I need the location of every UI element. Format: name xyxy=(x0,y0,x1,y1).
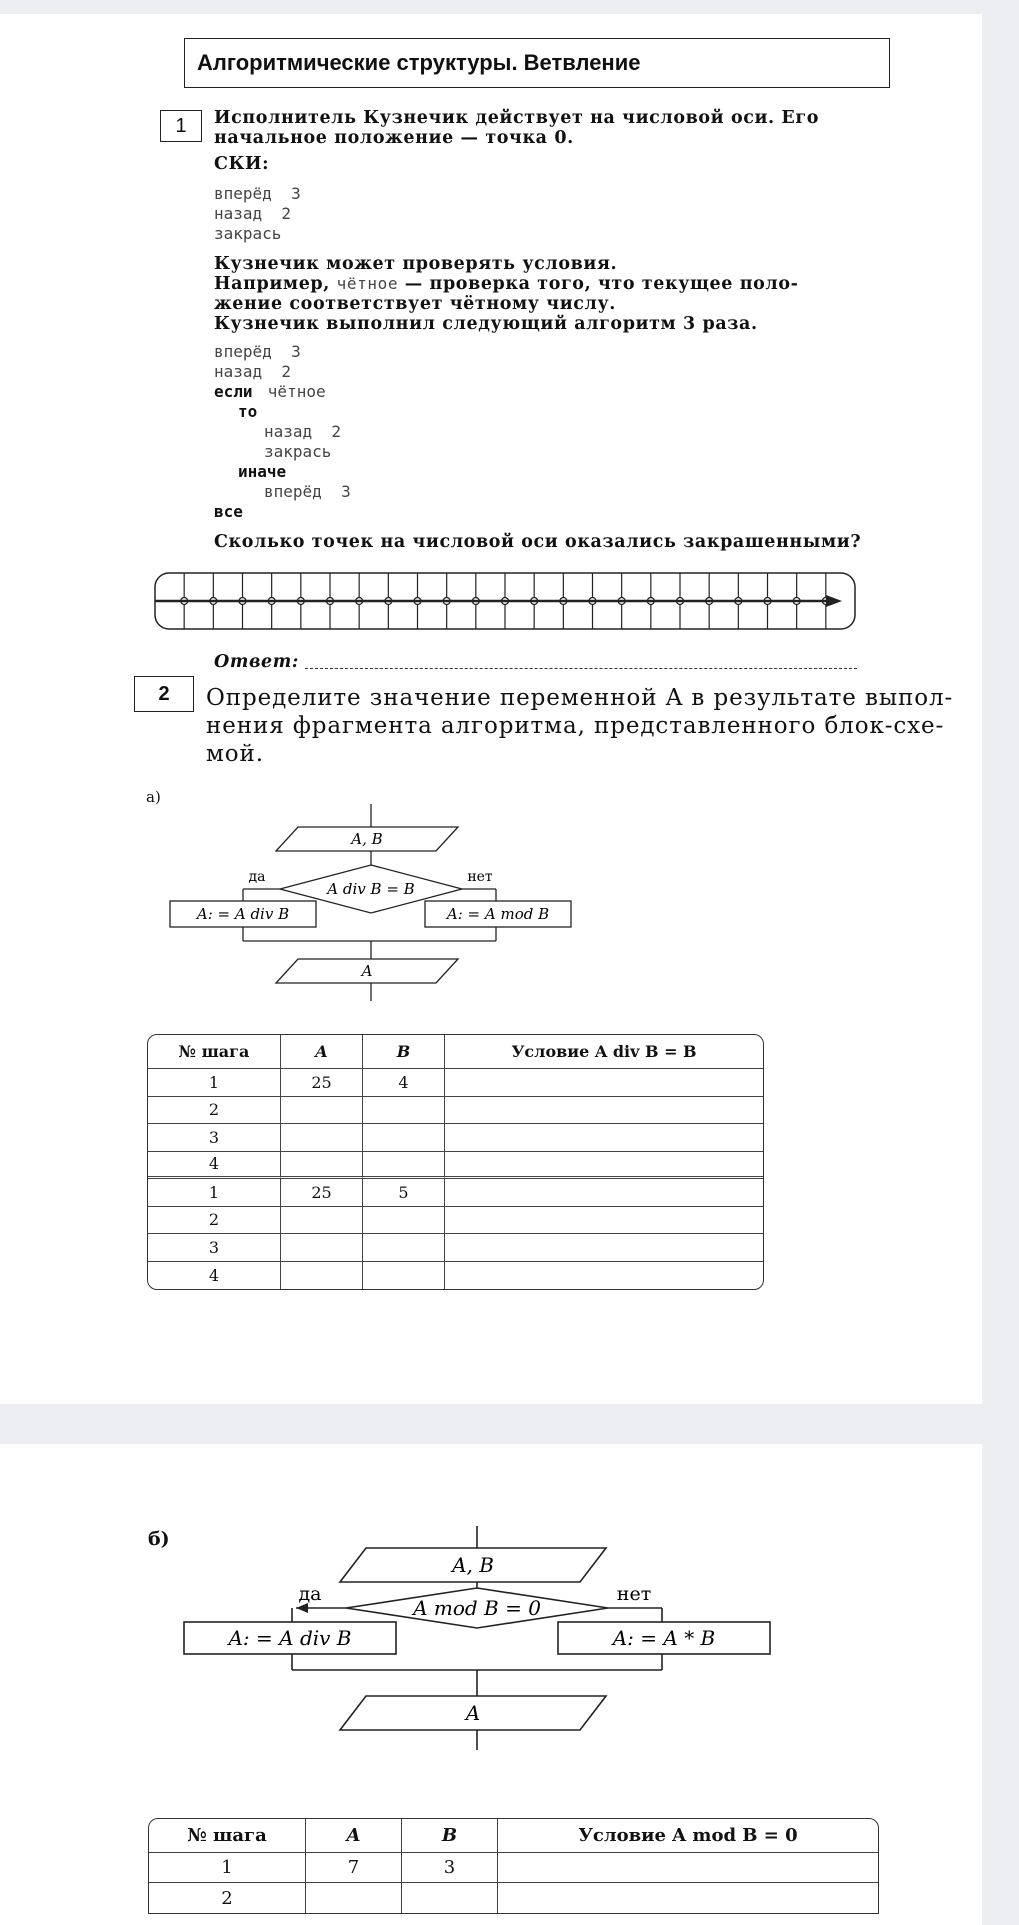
table-b-header-step: № шага xyxy=(149,1819,306,1853)
table-a-cell[interactable] xyxy=(363,1207,445,1235)
trace-table-a xyxy=(147,1034,764,1290)
fa-condition-text: A div B = B xyxy=(327,880,415,898)
table-a-row xyxy=(148,1207,763,1235)
algo-line-if: если чётное xyxy=(214,382,326,401)
algo-line-end: все xyxy=(214,502,243,521)
table-b-row xyxy=(149,1853,878,1883)
table-b-header-row xyxy=(149,1819,878,1853)
worksheet-title: Алгоритмические структуры. Ветвление xyxy=(184,38,890,88)
ski-command-paint: закрась xyxy=(214,224,282,243)
table-a-cell: 4 xyxy=(148,1152,281,1180)
number-line xyxy=(150,566,860,644)
table-a-cell[interactable] xyxy=(445,1152,763,1180)
table-b-cell[interactable] xyxy=(402,1883,498,1913)
algo-line-back: назад 2 xyxy=(214,362,292,381)
table-b-cell: 1 xyxy=(149,1853,306,1883)
table-a-cell: 1 xyxy=(148,1179,281,1207)
fb-yes-action-text: A: = A div B xyxy=(228,1626,352,1650)
table-a-cell[interactable] xyxy=(363,1097,445,1125)
fb-no-action-text: A: = A * B xyxy=(612,1626,716,1650)
table-a-cell[interactable] xyxy=(445,1069,763,1097)
task-2-number: 2 xyxy=(134,676,194,712)
task-1-number: 1 xyxy=(160,110,202,142)
algo-line-then-paint: закрась xyxy=(264,442,332,461)
trace-table-b xyxy=(148,1818,879,1914)
table-b-cell: 2 xyxy=(149,1883,306,1913)
table-a-cell: 4 xyxy=(148,1262,281,1290)
table-a-cell[interactable] xyxy=(363,1152,445,1180)
table-a-cell[interactable] xyxy=(445,1262,763,1290)
table-a-row xyxy=(148,1097,763,1125)
fb-no-label: нет xyxy=(616,1583,652,1605)
table-a-cell[interactable] xyxy=(363,1234,445,1262)
table-a-row xyxy=(148,1069,763,1097)
table-a-header-a: A xyxy=(281,1035,363,1069)
fb-condition-text: A mod B = 0 xyxy=(413,1596,541,1620)
table-a-row xyxy=(148,1124,763,1152)
fa-input-text: A, B xyxy=(351,830,383,848)
fa-yes-action-text: A: = A div B xyxy=(196,905,290,923)
fa-output-text: A xyxy=(361,962,373,980)
table-a-cell[interactable] xyxy=(281,1207,363,1235)
flowchart-b xyxy=(176,1526,796,1756)
table-a-cell[interactable] xyxy=(281,1262,363,1290)
table-a-cell: 5 xyxy=(363,1179,445,1207)
table-a-cell: 4 xyxy=(363,1069,445,1097)
table-a-header-row xyxy=(148,1035,763,1069)
table-a-cell[interactable] xyxy=(281,1234,363,1262)
table-a-cell[interactable] xyxy=(445,1097,763,1125)
ski-command-forward: вперёд 3 xyxy=(214,184,301,203)
part-a-label: а) xyxy=(146,788,161,806)
task-1-intro-line1: Исполнитель Кузнечик действует на числовой оси. Его xyxy=(214,108,819,128)
table-a-row xyxy=(148,1152,763,1180)
algo-line-forward: вперёд 3 xyxy=(214,342,301,361)
answer-line[interactable] xyxy=(305,668,857,669)
task-2-line2: нения фрагмента алгоритма, представленного блок-схе- xyxy=(206,713,945,739)
table-b-header-a: A xyxy=(306,1819,402,1853)
table-a-cell[interactable] xyxy=(445,1207,763,1235)
ski-command-back: назад 2 xyxy=(214,204,292,223)
task-1-condition-line3: жение соответствует чётному числу. xyxy=(214,294,616,314)
task-1-condition-line2: Например, чётное — проверка того, что текущее поло- xyxy=(214,274,799,294)
task-2-line1: Определите значение переменной A в результате выпол- xyxy=(206,685,954,711)
fa-no-label: нет xyxy=(467,869,493,885)
table-a-cell: 25 xyxy=(281,1179,363,1207)
table-b-row xyxy=(149,1883,878,1913)
number-line-arrow xyxy=(826,595,842,607)
task-1-condition-line4: Кузнечик выполнил следующий алгоритм 3 раза. xyxy=(214,314,758,334)
table-a-cell[interactable] xyxy=(445,1234,763,1262)
table-a-cell[interactable] xyxy=(281,1152,363,1180)
table-a-cell: 3 xyxy=(148,1124,281,1152)
task-1-intro-line2: начальное положение — точка 0. xyxy=(214,128,574,148)
algo-line-else-forward: вперёд 3 xyxy=(264,482,351,501)
fa-yes-label: да xyxy=(248,869,266,885)
task-1-question: Сколько точек на числовой оси оказались закрашенными? xyxy=(214,532,862,552)
task-1-condition-line1: Кузнечик может проверять условия. xyxy=(214,254,618,274)
table-b-cell[interactable] xyxy=(306,1883,402,1913)
fb-output-text: A xyxy=(465,1701,481,1725)
fb-input-text: A, B xyxy=(452,1553,494,1577)
table-a-row xyxy=(148,1234,763,1262)
table-b-header-condition: Условие A mod B = 0 xyxy=(498,1819,878,1853)
task-2-line3: мой. xyxy=(206,741,264,767)
algo-line-then-back: назад 2 xyxy=(264,422,342,441)
table-a-cell: 25 xyxy=(281,1069,363,1097)
flowchart-a xyxy=(160,789,580,1004)
task-1-ski-label: СКИ: xyxy=(214,154,270,174)
table-b-cell: 7 xyxy=(306,1853,402,1883)
table-a-cell[interactable] xyxy=(281,1097,363,1125)
table-b-header-b: B xyxy=(402,1819,498,1853)
table-b-cell: 3 xyxy=(402,1853,498,1883)
table-a-cell[interactable] xyxy=(363,1124,445,1152)
table-a-row xyxy=(148,1262,763,1290)
table-a-cell[interactable] xyxy=(363,1262,445,1290)
table-b-cell[interactable] xyxy=(498,1883,878,1913)
table-a-cell: 3 xyxy=(148,1234,281,1262)
table-a-row xyxy=(148,1179,763,1207)
table-a-cell[interactable] xyxy=(281,1124,363,1152)
table-a-header-step: № шага xyxy=(148,1035,281,1069)
algo-line-else: иначе xyxy=(238,462,287,481)
part-b-label: б) xyxy=(148,1528,170,1550)
answer-label: Ответ: xyxy=(214,652,299,672)
algo-line-then: то xyxy=(238,402,258,421)
worksheet-page-2 xyxy=(0,1444,982,1925)
table-a-cell[interactable] xyxy=(445,1179,763,1207)
table-a-cell: 2 xyxy=(148,1207,281,1235)
table-a-cell: 2 xyxy=(148,1097,281,1125)
table-a-header-b: B xyxy=(363,1035,445,1069)
table-a-cell: 1 xyxy=(148,1069,281,1097)
worksheet-page-1 xyxy=(0,14,982,1404)
table-a-cell[interactable] xyxy=(445,1124,763,1152)
fb-yes-label: да xyxy=(298,1583,322,1605)
table-b-cell[interactable] xyxy=(498,1853,878,1883)
table-a-header-condition: Условие A div B = B xyxy=(445,1035,763,1069)
fa-no-action-text: A: = A mod B xyxy=(446,905,550,923)
